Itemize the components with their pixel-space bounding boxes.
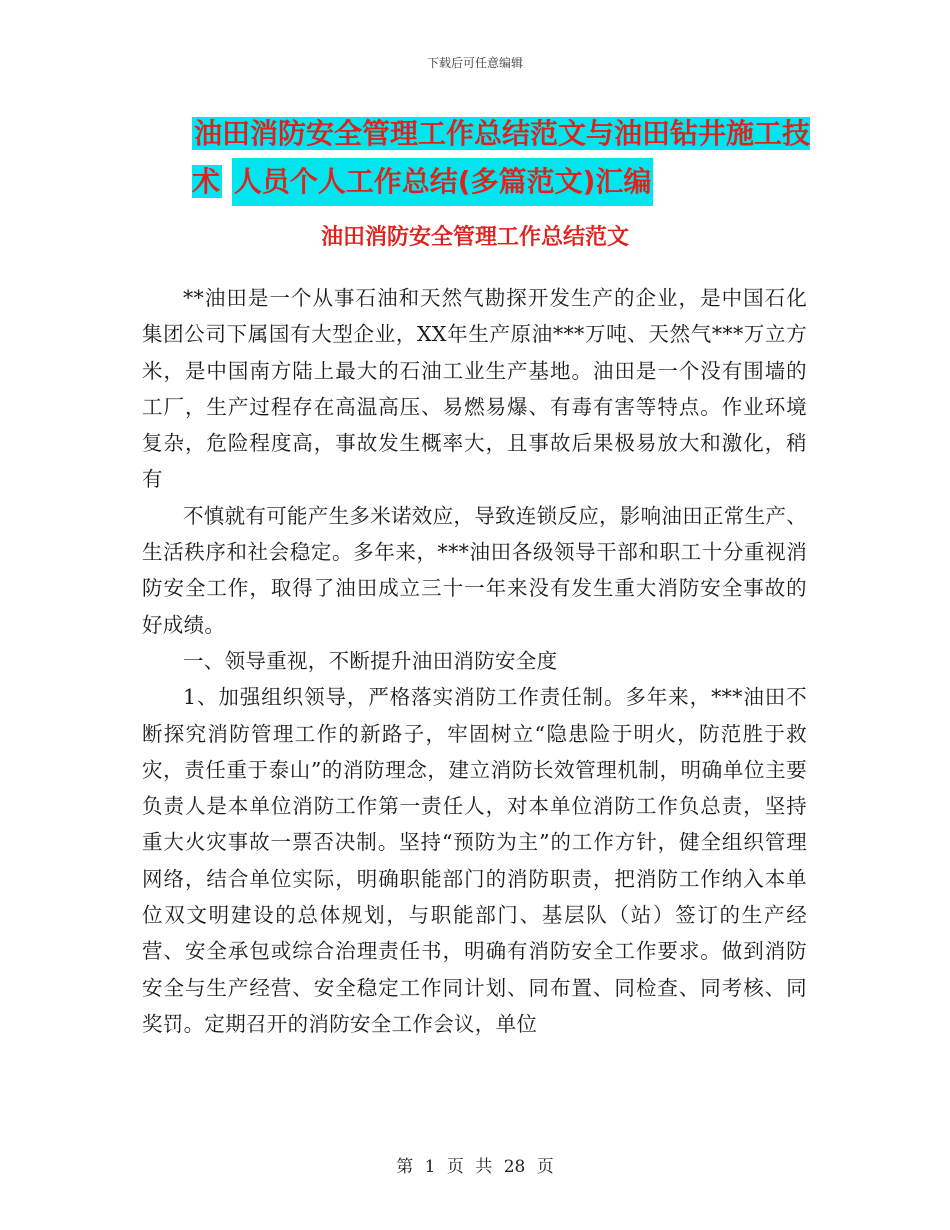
document-title [192, 110, 812, 206]
title-line-2: 人员个人工作总结(多篇范文)汇编 [232, 158, 654, 206]
title-line-1: 油田消防安全管理工作总结范文与油田钻井施工技术 [192, 117, 811, 198]
paragraph: 一、领导重视，不断提升油田消防安全度 [183, 648, 558, 673]
page-number-footer: 第 1 页 共 28 页 [396, 1157, 554, 1177]
document-body [142, 280, 807, 1042]
paragraph: 1、加强组织领导，严格落实消防工作责任制。多年来，***油田不断探究消防管理工作的新路子，牢固树立“隐患险于明火，防范胜于救灾，责任重于泰山”的消防理念，建立消防长效管理机制，明确单位主要负责人是本单位消防工作第一责任人，对本单位消防工作负总责，坚持重大火灾事故一票否决制。坚持“预防为主”的工作方针，健全组织管理网络，结合单位实际，明确职能部门的消防职责，把消防工作纳入本单位双文明建设的总体规划，与职能部门、基层队（站）签订的生产经营、安全承包或综合治理责任书，明确有消防安全工作要求。做到消防安全与生产经营、安全稳定工作同计划、同布置、同检查、同考核、同奖罚。定期召开的消防安全工作会议，单位 [142, 685, 807, 1036]
page-header-note: 下载后可任意编辑 [426, 56, 523, 70]
section-title: 油田消防安全管理工作总结范文 [320, 225, 629, 250]
paragraph: 不慎就有可能产生多米诺效应，导致连锁反应，影响油田正常生产、生活秩序和社会稳定。多年来，***油田各级领导干部和职工十分重视消防安全工作，取得了油田成立三十一年来没有发生重大消防安全事故的好成绩。 [142, 503, 807, 637]
paragraph: **油田是一个从事石油和天然气勘探开发生产的企业，是中国石化集团公司下属国有大型企业，XX年生产原油***万吨、天然气***万立方米，是中国南方陆上最大的石油工业生产基地。油田是一个没有围墙的工厂，生产过程存在高温高压、易燃易爆、有毒有害等特点。作业环境复杂，危险程度高，事故发生概率大，且事故后果极易放大和激化，稍有 [142, 286, 807, 492]
